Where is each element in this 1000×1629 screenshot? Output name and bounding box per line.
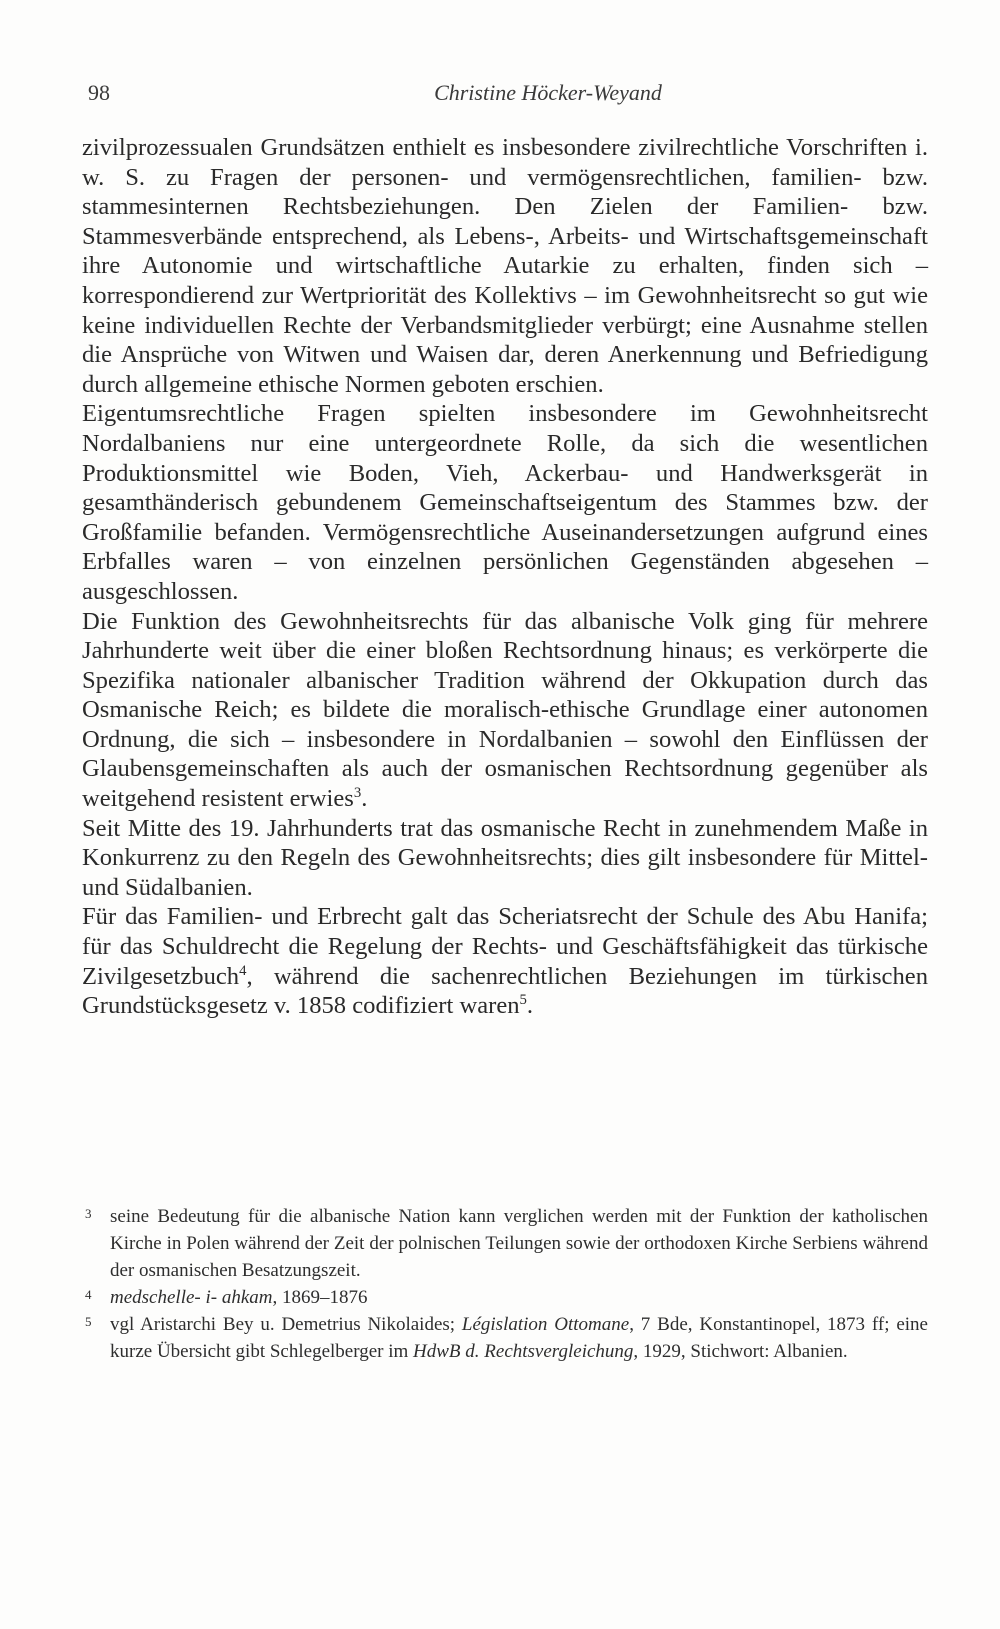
footnote-ref-4: 4: [239, 962, 247, 979]
paragraph-1: zivilprozessualen Grundsätzen enthielt es insbesondere zivilrechtliche Vorschriften i. w. S. zu Fragen der personen- und vermögensrechtlichen, familien- bzw. stammesinternen Rechtsbeziehungen. Den Zielen der Familien- bzw. Stammesverbände entsprechend, als Lebens-, Arbeits- und Wirtschaftsgemeinschaft ihre Autonomie und wirtschaftliche Autarkie zu erhalten, finden sich – korrespondierend zur Wertpriorität des Kollektivs – im Gewohnheitsrecht so gut wie keine individuellen Rechte der Verbandsmitglieder verbürgt; eine Ausnahme stellen die Ansprüche von Witwen und Waisen dar, deren Anerkennung und Befriedigung durch allgemeine ethische Normen geboten erschien.: [82, 134, 928, 398]
footnote-italic-title-b: HdwB d. Rechtsvergleichung: [413, 1341, 634, 1362]
paragraph-5: [82, 902, 928, 1020]
footnote-text-c: , 1929, Stichwort: Albanien.: [633, 1341, 848, 1362]
paragraph-3-text: Die Funktion des Gewohnheitsrechts für das albanische Volk ging für mehrere Jahrhunderte weit über die einer bloßen Rechtsordnung hinaus; es verkörperte die Spezifika nationaler albanischer Tradition während der Okkupation durch das Osmanische Reich; es bildete die moralisch-ethische Grundlage einer autonomen Ordnung, die sich – insbesondere in Nordalbanien – sowohl den Einflüssen der Glaubensgemeinschaften als auch der osmanischen Rechtsordnung gegenüber als weitgehend resistent erwies: [82, 607, 928, 813]
paragraph-5-text-a: Für das Familien- und Erbrecht galt das Scheriatsrecht der Schule des Abu Hanifa; für das Schuldrecht die Regelung der Rechts- und Geschäftsfähigkeit das türkische Zivilgesetzbuch: [82, 903, 928, 990]
footnote-number: 3: [85, 1206, 92, 1221]
footnotes: [82, 1203, 928, 1365]
paragraph-3-end: .: [361, 785, 368, 813]
footnote-text: , 1869–1876: [272, 1287, 368, 1308]
footnote-text-b: , 7 Bde, Konstantinopel, 1873 ff; eine kurze Übersicht gibt Schlegelberger im: [110, 1314, 928, 1362]
paragraph-4: Seit Mitte des 19. Jahrhunderts trat das osmanische Recht in zunehmendem Maße in Konkurrenz zu den Regeln des Gewohnheitsrechts; dies gilt insbesondere für Mittel- und Südalbanien.: [82, 814, 928, 901]
page-header: [88, 80, 928, 110]
footnote-ref-3: 3: [353, 784, 362, 801]
footnote-ref-5: 5: [519, 992, 527, 1009]
footnote-text-a: vgl Aristarchi Bey u. Demetrius Nikolaides;: [110, 1314, 462, 1335]
footnote-number: 4: [85, 1287, 92, 1302]
paragraph-5-text-b: , während die sachenrechtlichen Beziehungen im türkischen Grundstücksgesetz v. 1858 codifiziert waren: [82, 962, 928, 1020]
footnote-text: seine Bedeutung für die albanische Nation kann verglichen werden mit der Funktion der katholischen Kirche in Polen während der Zeit der polnischen Teilungen sowie der orthodoxen Kirche Serbiens während der osmanischen Besatzungszeit.: [110, 1206, 928, 1281]
body-text: [82, 133, 928, 1021]
page-number: 98: [88, 80, 110, 105]
running-head: Christine Höcker-Weyand: [434, 80, 662, 105]
footnote-italic-title-a: Législation Ottomane: [461, 1314, 630, 1335]
footnote-italic-title: medschelle- i- ahkam: [110, 1287, 273, 1308]
paragraph-5-end: .: [526, 992, 534, 1020]
footnote-5: [82, 1311, 928, 1365]
paragraph-2: Eigentumsrechtliche Fragen spielten insbesondere im Gewohnheitsrecht Nordalbaniens nur eine untergeordnete Rolle, da sich die wesentlichen Produktionsmittel wie Boden, Vieh, Ackerbau- und Handwerksgerät in gesamthänderisch gebundenem Gemeinschaftseigentum des Stammes bzw. der Großfamilie befanden. Vermögensrechtliche Auseinandersetzungen aufgrund eines Erbfalles waren – von einzelnen persönlichen Gegenständen abgesehen – ausgeschlossen.: [82, 400, 928, 605]
footnote-4: [82, 1284, 928, 1311]
footnote-number: 5: [85, 1314, 92, 1329]
paragraph-3: [82, 607, 928, 814]
footnote-3: [82, 1203, 928, 1284]
